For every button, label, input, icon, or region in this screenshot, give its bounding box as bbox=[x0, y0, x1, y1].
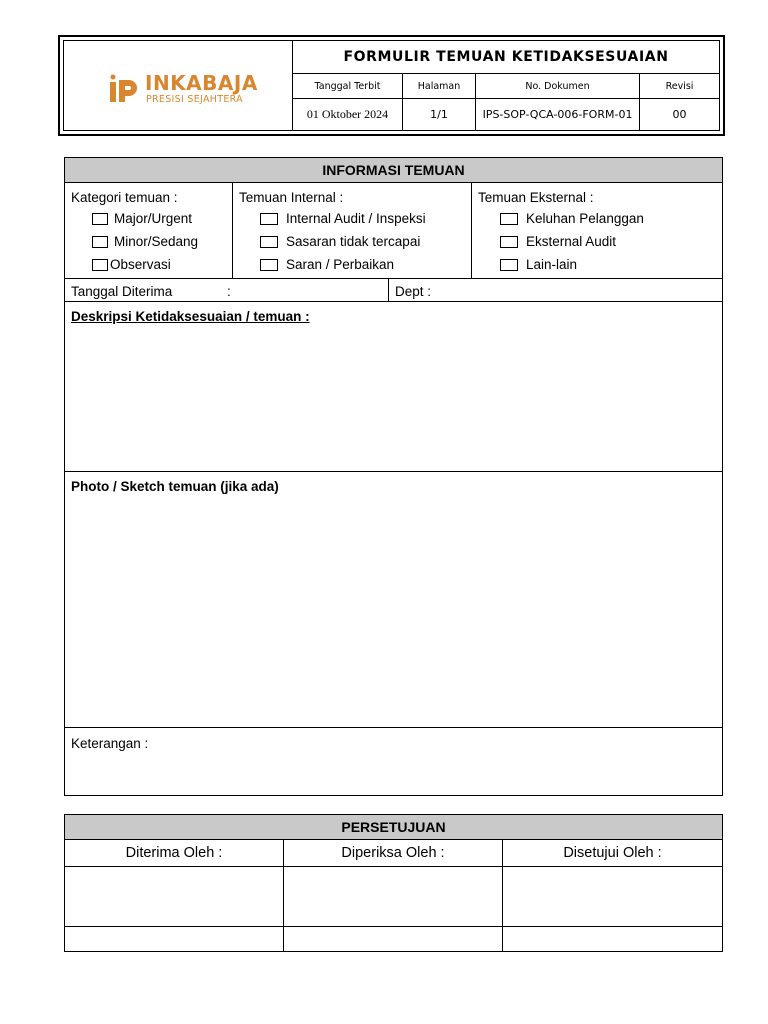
photo-sketch-label: Photo / Sketch temuan (jika ada) bbox=[71, 479, 279, 494]
dept-field[interactable]: Dept : bbox=[395, 284, 432, 299]
label-tanggal-terbit: Tanggal Terbit bbox=[293, 74, 403, 99]
option-internal-audit[interactable] bbox=[260, 211, 426, 226]
informasi-temuan-heading: INFORMASI TEMUAN bbox=[65, 158, 722, 183]
option-label: Minor/Sedang bbox=[114, 234, 199, 249]
document-info-grid bbox=[293, 74, 719, 130]
option-label: Internal Audit / Inspeksi bbox=[286, 211, 426, 226]
value-tanggal-terbit: 01 Oktober 2024 bbox=[293, 99, 403, 130]
diterima-oleh-label: Diterima Oleh : bbox=[65, 840, 284, 867]
option-sasaran-tidak-tercapai[interactable] bbox=[260, 234, 420, 249]
informasi-temuan-section bbox=[64, 157, 723, 796]
option-minor-sedang[interactable] bbox=[92, 234, 198, 249]
option-saran-perbaikan[interactable] bbox=[260, 257, 394, 272]
value-halaman: 1/1 bbox=[403, 99, 476, 130]
option-lain-lain[interactable] bbox=[500, 257, 577, 272]
temuan-eksternal-title: Temuan Eksternal : bbox=[478, 190, 594, 205]
category-row bbox=[65, 183, 722, 279]
logo-mark-icon bbox=[109, 74, 143, 104]
photo-sketch-area[interactable] bbox=[65, 472, 722, 728]
option-label: Observasi bbox=[110, 257, 171, 272]
checkbox[interactable] bbox=[500, 259, 518, 271]
keterangan-label: Keterangan : bbox=[71, 736, 149, 751]
logo-cell bbox=[64, 41, 293, 130]
option-keluhan-pelanggan[interactable] bbox=[500, 211, 644, 226]
option-label: Major/Urgent bbox=[114, 211, 193, 226]
option-label: Sasaran tidak tercapai bbox=[286, 234, 421, 249]
diterima-name-field[interactable] bbox=[65, 927, 284, 951]
option-label: Lain-lain bbox=[526, 257, 578, 272]
logo-tagline: PRESISI SEJAHTERA bbox=[146, 94, 243, 105]
option-label: Keluhan Pelanggan bbox=[526, 211, 644, 226]
checkbox[interactable] bbox=[92, 259, 108, 271]
label-no-dokumen: No. Dokumen bbox=[476, 74, 640, 99]
diterima-signature-box[interactable] bbox=[65, 867, 284, 927]
option-eksternal-audit[interactable] bbox=[500, 234, 616, 249]
diperiksa-signature-box[interactable] bbox=[284, 867, 503, 927]
disetujui-name-field[interactable] bbox=[503, 927, 722, 951]
checkbox[interactable] bbox=[260, 213, 278, 225]
checkbox[interactable] bbox=[500, 213, 518, 225]
row-divider bbox=[388, 279, 389, 301]
document-header bbox=[58, 35, 725, 136]
option-major-urgent[interactable] bbox=[92, 211, 192, 226]
label-halaman: Halaman bbox=[403, 74, 476, 99]
label-revisi: Revisi bbox=[640, 74, 719, 99]
kategori-column bbox=[65, 183, 233, 278]
disetujui-oleh-label: Disetujui Oleh : bbox=[503, 840, 722, 867]
persetujuan-section bbox=[64, 814, 723, 952]
option-label: Saran / Perbaikan bbox=[286, 257, 395, 272]
checkbox[interactable] bbox=[500, 236, 518, 248]
tanggal-diterima-label: Tanggal Diterima bbox=[71, 284, 173, 299]
temuan-internal-title: Temuan Internal : bbox=[239, 190, 344, 205]
option-observasi[interactable] bbox=[92, 257, 171, 272]
disetujui-signature-box[interactable] bbox=[503, 867, 722, 927]
tanggal-diterima-field[interactable]: : bbox=[227, 284, 231, 299]
temuan-eksternal-column bbox=[472, 183, 722, 278]
checkbox[interactable] bbox=[260, 259, 278, 271]
diperiksa-name-field[interactable] bbox=[284, 927, 503, 951]
persetujuan-heading: PERSETUJUAN bbox=[65, 815, 722, 840]
option-label: Eksternal Audit bbox=[526, 234, 617, 249]
deskripsi-field[interactable] bbox=[65, 302, 722, 472]
header-inner-frame bbox=[63, 40, 720, 131]
temuan-internal-column bbox=[233, 183, 472, 278]
keterangan-field[interactable] bbox=[65, 728, 722, 795]
checkbox[interactable] bbox=[92, 213, 108, 225]
tanggal-dept-row bbox=[65, 279, 722, 302]
logo-name: INKABAJA bbox=[145, 71, 258, 95]
kategori-title: Kategori temuan : bbox=[71, 190, 178, 205]
checkbox[interactable] bbox=[260, 236, 278, 248]
form-title: FORMULIR TEMUAN KETIDAKSESUAIAN bbox=[293, 41, 719, 74]
value-revisi: 00 bbox=[672, 108, 687, 121]
value-no-dokumen: IPS-SOP-QCA-006-FORM-01 bbox=[476, 99, 640, 130]
approval-grid bbox=[65, 840, 722, 951]
diperiksa-oleh-label: Diperiksa Oleh : bbox=[284, 840, 503, 867]
deskripsi-label: Deskripsi Ketidaksesuaian / temuan : bbox=[71, 309, 310, 324]
checkbox[interactable] bbox=[92, 236, 108, 248]
